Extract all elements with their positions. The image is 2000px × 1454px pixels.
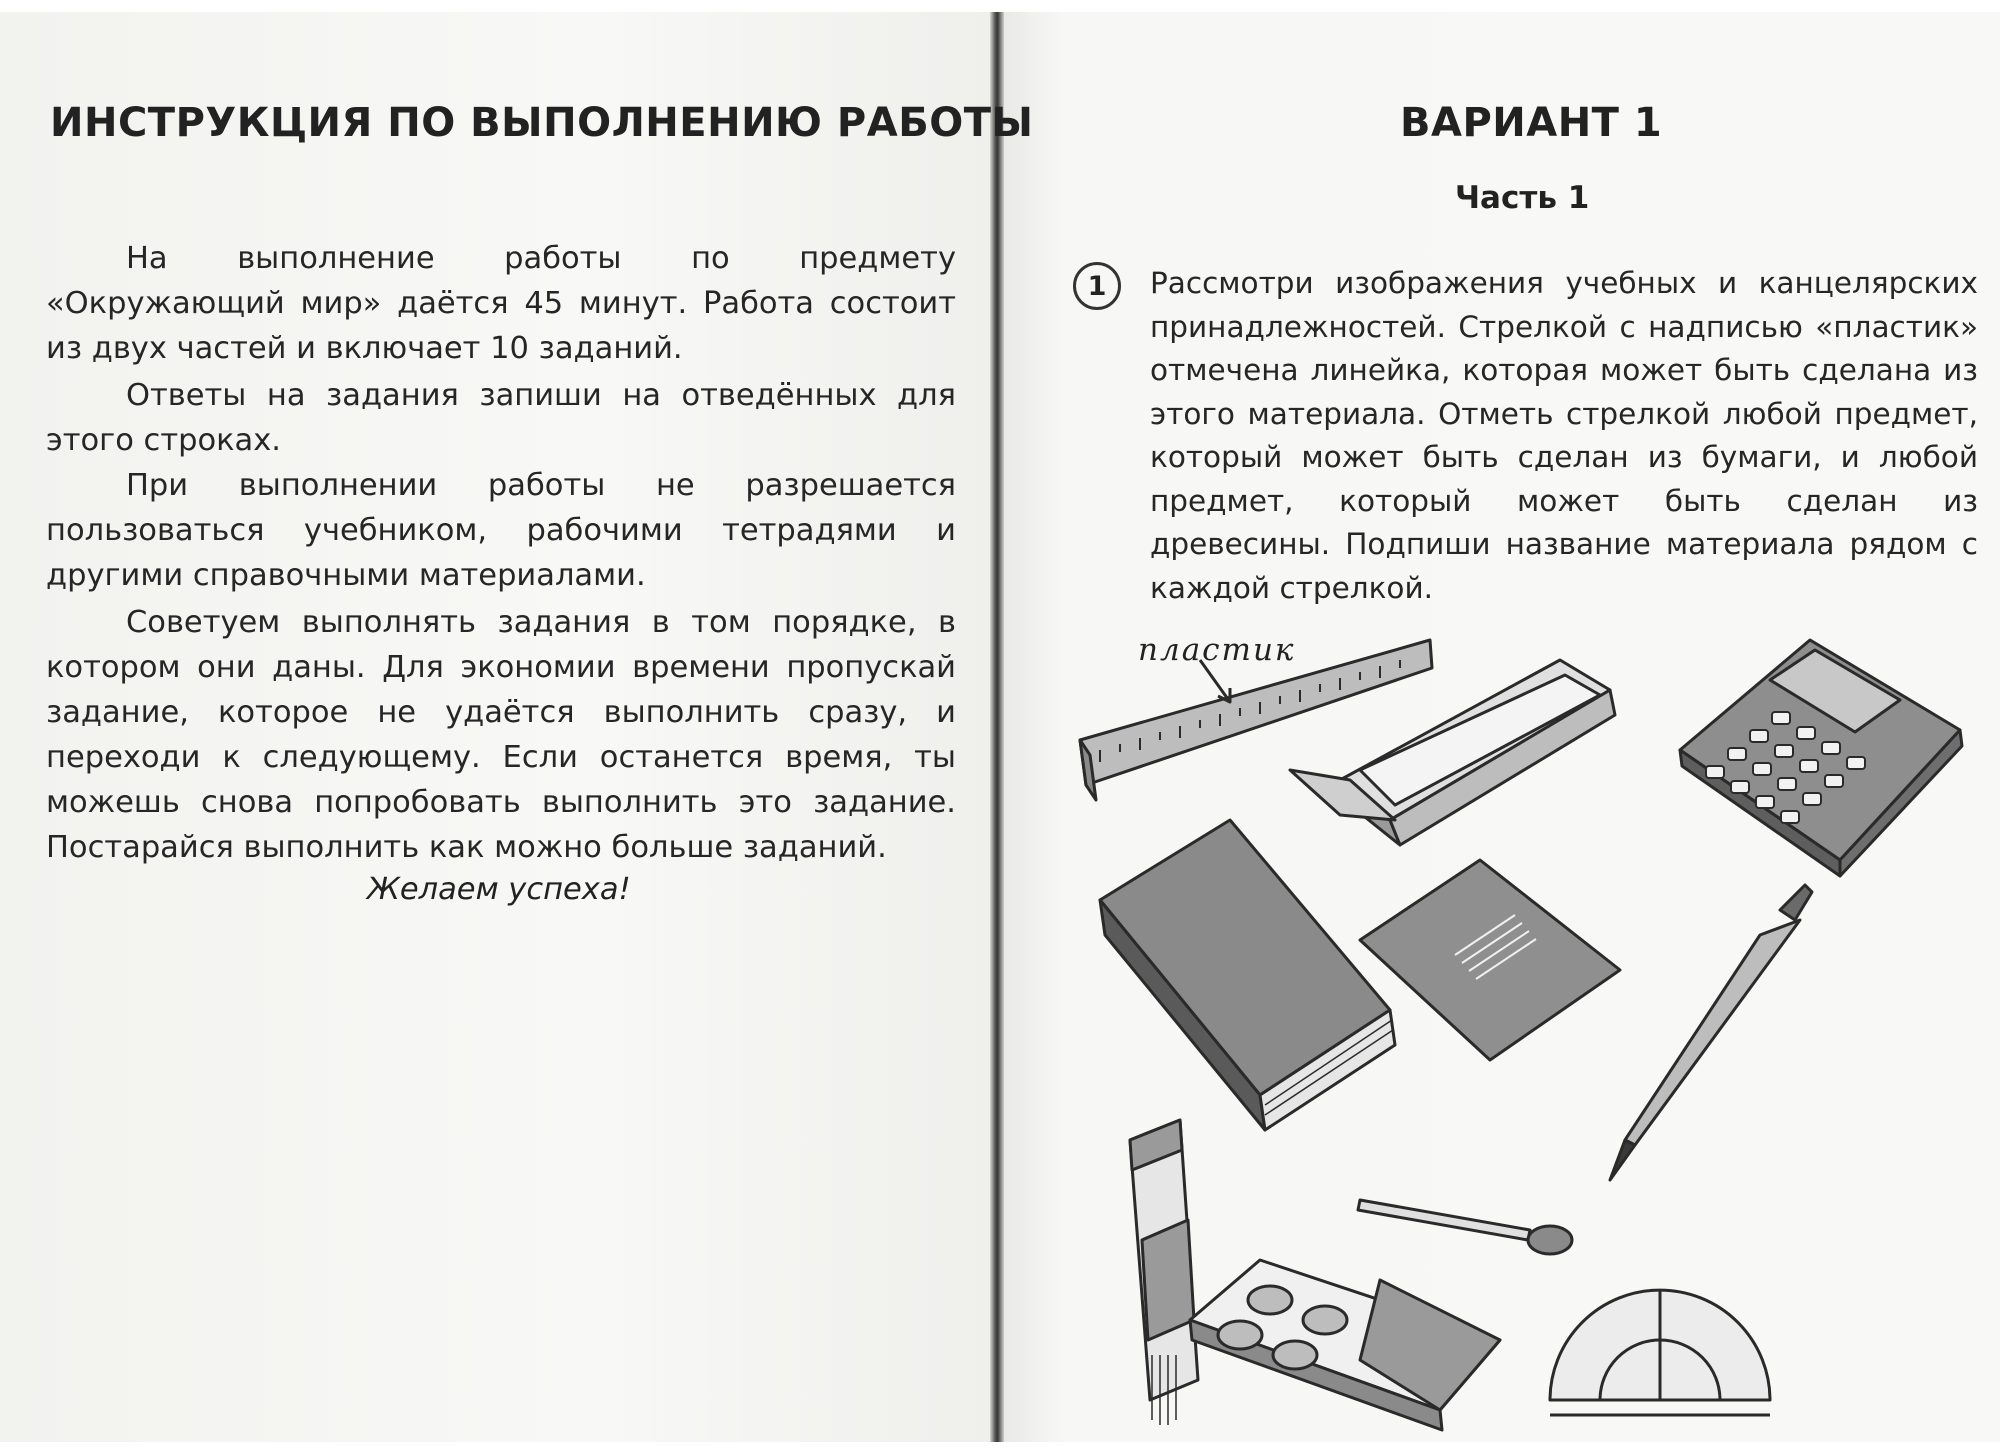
instruction-paragraph-1: На выполнение работы по предмету «Окружающий мир» даётся 45 минут. Работа состоит из двух частей и включает 10 заданий. (46, 241, 956, 366)
book-spine (990, 12, 1004, 1442)
eraser-icon (1130, 1120, 1198, 1425)
protractor-icon (1550, 1290, 1770, 1415)
calculator-icon (1680, 640, 1962, 876)
school-supplies-illustration (1060, 620, 1980, 1440)
instruction-paragraph-2: Ответы на задания запиши на отведённых для этого строках. (46, 378, 956, 458)
instruction-paragraph-4: Советуем выполнять задания в том порядке, в котором они даны. Для экономии времени пропускай задание, которое не удаётся выполнить сразу, и переходи к следующему. Если останется время, ты можешь снова попробовать выполнить это задание. Постарайся выполнить как можно больше заданий. (46, 605, 956, 865)
paint-brush-icon (1358, 1200, 1572, 1254)
plastic-label: пластик (1138, 632, 1296, 668)
task-text: Рассмотри изображения учебных и канцелярских принадлежностей. Стрелкой с надписью «пластик» отмечена линейка, которая может быть сделана из этого материала. Отметь стрелкой любой предмет, который может быть сделан из бумаги, и любой предмет, который может быть сделан из древесины. Подпиши название материала рядом с каждой стрелкой. (1150, 266, 1978, 605)
instruction-paragraph-3: При выполнении работы не разрешается пользоваться учебником, рабочими тетрадями и другими справочными материалами. (46, 468, 956, 593)
instruction-title: ИНСТРУКЦИЯ ПО ВЫПОЛНЕНИЮ РАБОТЫ (50, 100, 1034, 146)
closing-wish: Желаем успеха! (367, 872, 631, 907)
variant-title: ВАРИАНТ 1 (1400, 100, 1663, 146)
notebook-icon (1360, 860, 1620, 1060)
part-title: Часть 1 (1455, 180, 1590, 216)
task-number: 1 (1087, 270, 1107, 302)
book-icon (1100, 820, 1395, 1130)
paint-box-icon (1190, 1260, 1500, 1430)
task-number-badge (1073, 262, 1121, 310)
pen-icon (1610, 885, 1812, 1180)
